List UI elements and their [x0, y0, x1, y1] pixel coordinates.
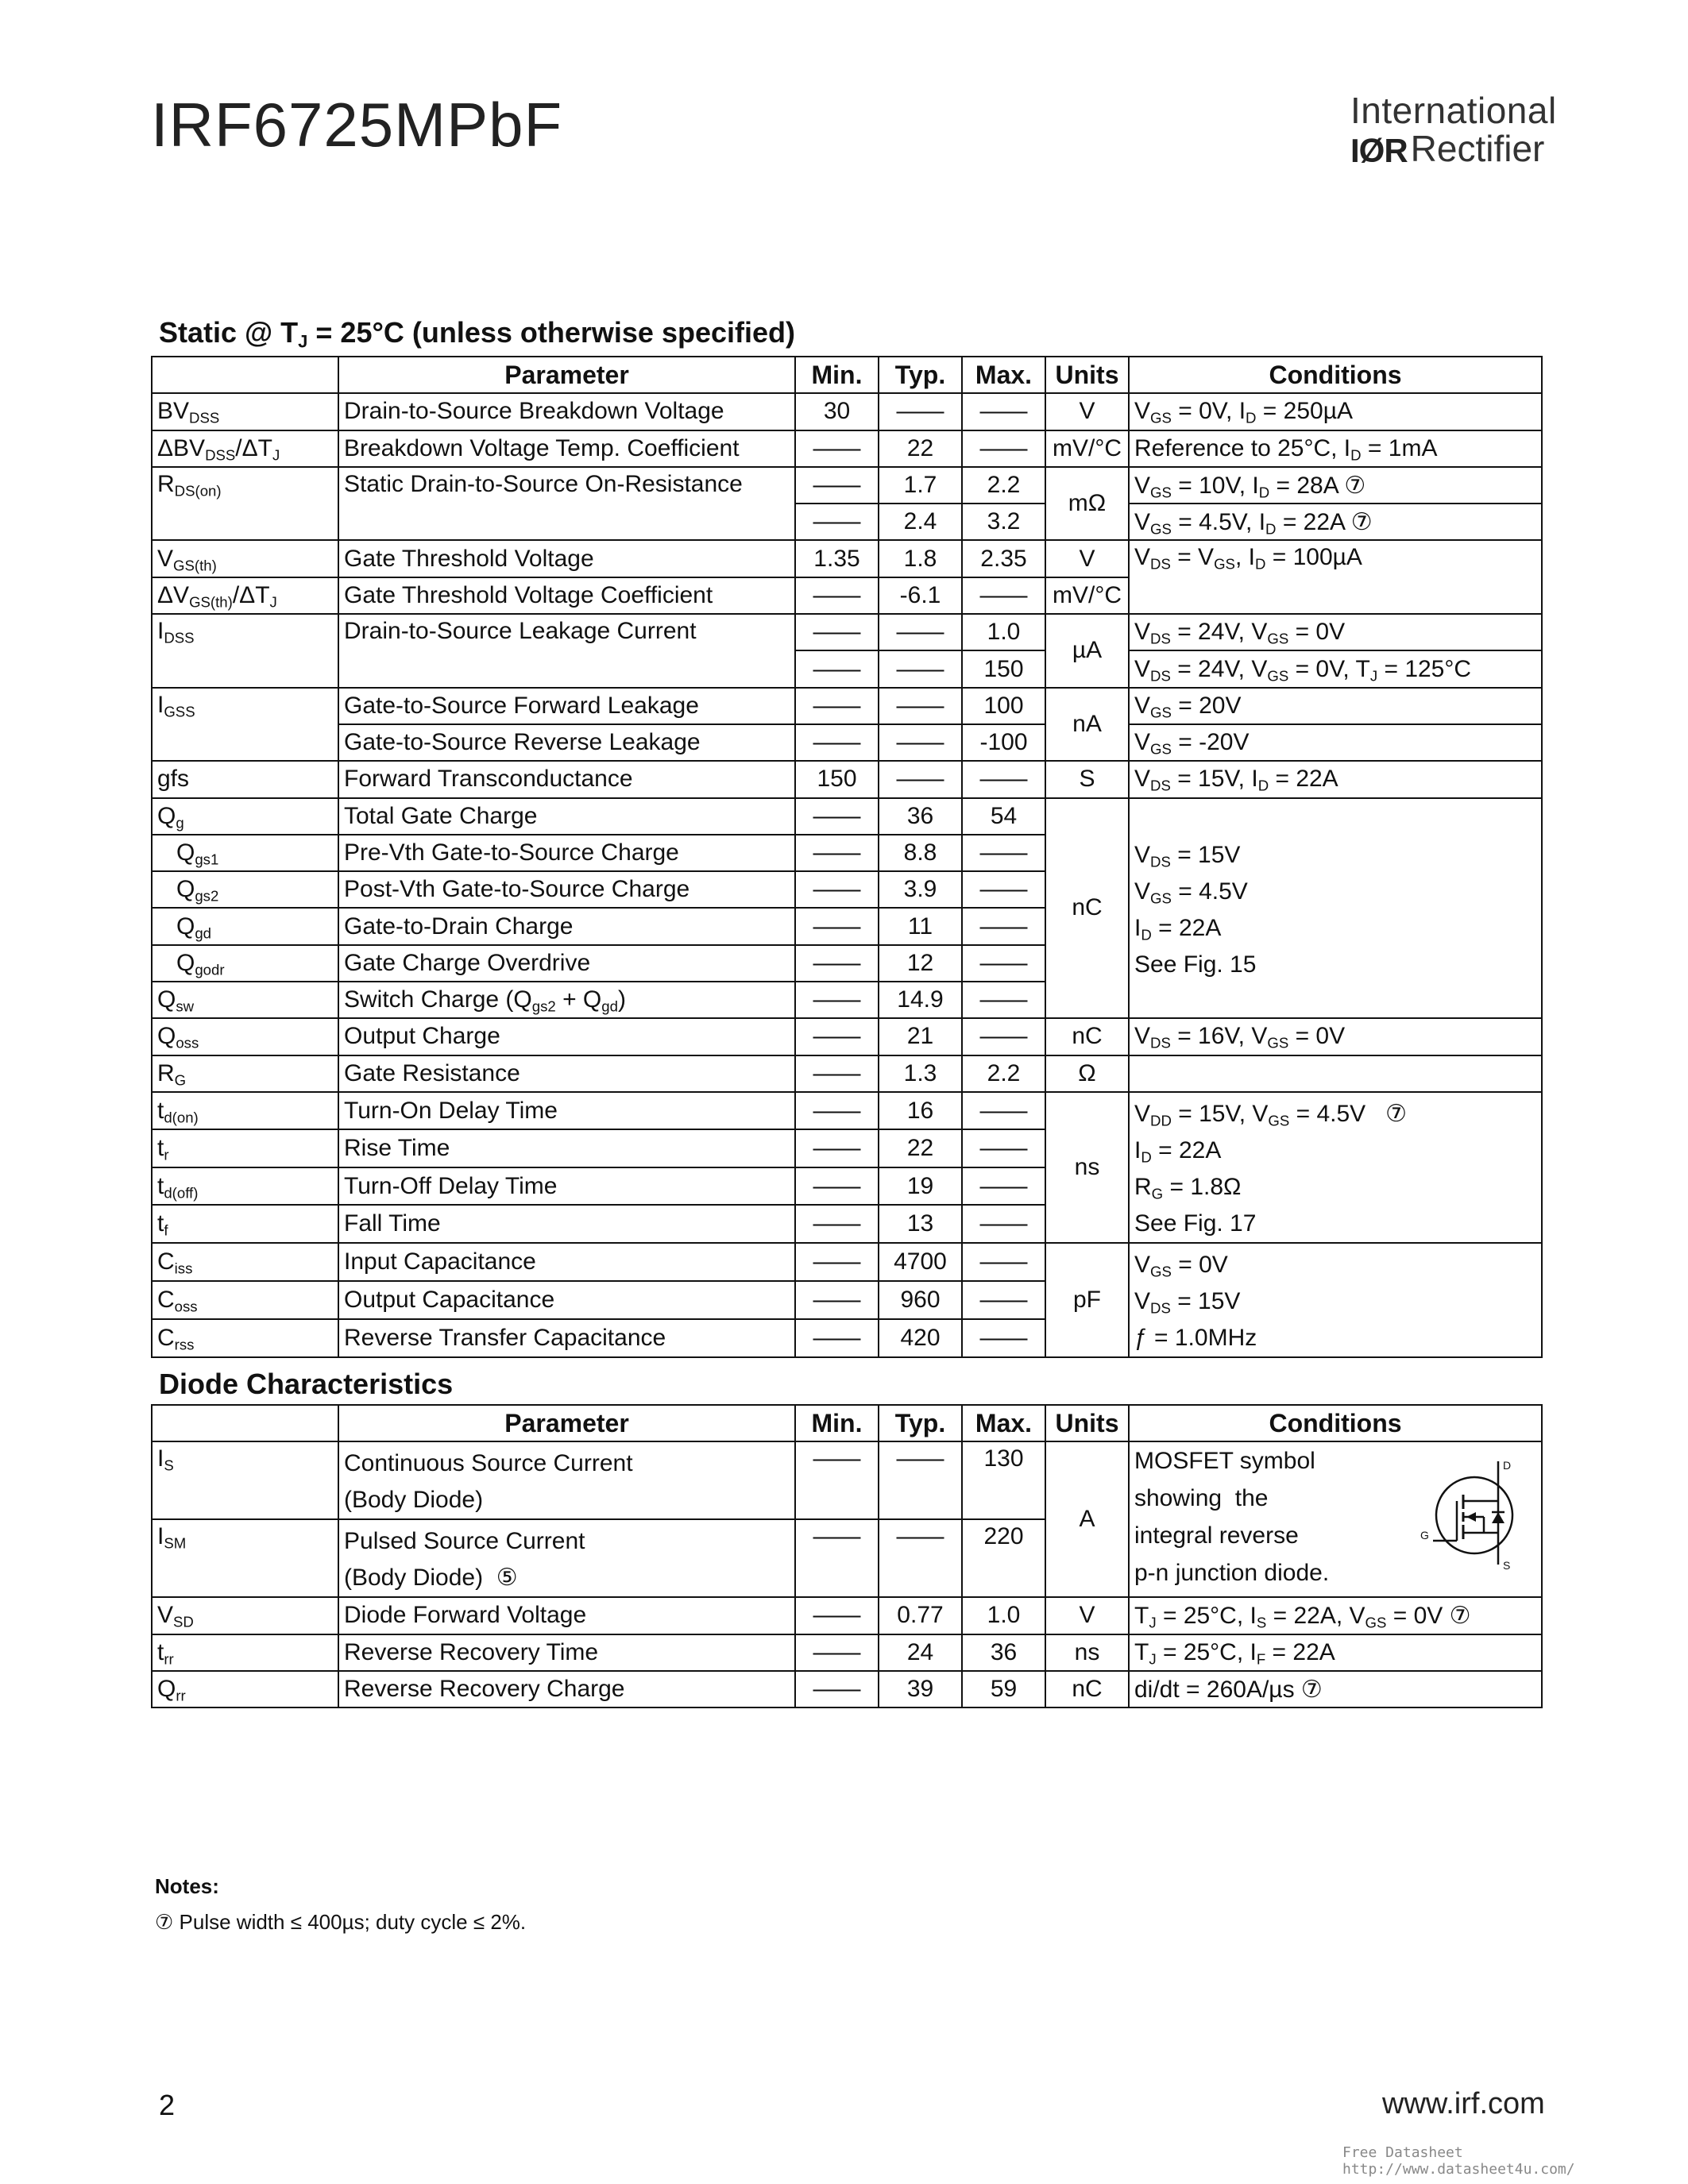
conditions-cell: $T_J = 25^\circ C$, $I_F = 22A$ — [1129, 1634, 1542, 1671]
symbol-cell: $t_{rr}$ — [152, 1634, 338, 1671]
symbol-cell: $I_{DSS}$ — [152, 614, 338, 688]
header-conditions: Conditions — [1129, 1405, 1542, 1441]
symbol-cell: $\Delta BV_{DSS}/\Delta T_J$ — [152, 430, 338, 467]
table-row: Gate-to-Source Reverse Leakage —— —— -100 $V_{GS} = -20V$ — [152, 724, 1542, 761]
conditions-cell: $V_{GS} = -20V$ — [1129, 724, 1542, 761]
parameter-cell: Output Capacitance — [338, 1281, 795, 1319]
header-max: Max. — [962, 1405, 1045, 1441]
header-min: Min. — [795, 357, 879, 393]
symbol-cell: $V_{GS(th)}$ — [152, 540, 338, 577]
table-row: $t_{rr}$ Reverse Recovery Time —— 24 36 ns $T_J = 25^\circ C$, $I_F = 22A$ — [152, 1634, 1542, 1671]
table-row: $R_{DS(on)}$ Static Drain-to-Source On-Resistance —— 1.7 2.2 mΩ $V_{GS} = 10V$, $I_D = 28A$ ⑦ — [152, 467, 1542, 504]
parameter-cell: Post-Vth Gate-to-Source Charge — [338, 871, 795, 908]
table-row: $Q_{sw}$ Switch Charge $(Q_{gs2} + Q_{gd})$ —— 14.9 —— — [152, 982, 1542, 1018]
header-units: Units — [1045, 357, 1129, 393]
symbol-cell: $R_{DS(on)}$ — [152, 467, 338, 541]
table-row: gfs Forward Transconductance 150 —— —— S $V_{DS} = 15V$, $I_D = 22A$ — [152, 761, 1542, 797]
parameter-cell: Static Drain-to-Source On-Resistance — [338, 467, 795, 541]
conditions-cell: $V_{GS} = 0V$, $I_D = 250\mu A$ — [1129, 393, 1542, 430]
table-row: $\Delta V_{GS(th)}/\Delta T_J$ Gate Threshold Voltage Coefficient —— -6.1 —— mV/°C — [152, 577, 1542, 614]
conditions-cell: $V_{DS} = 16V$, $V_{GS} = 0V$ — [1129, 1018, 1542, 1055]
conditions-cell: $V_{GS} = 0V$ $V_{DS} = 15V$ ƒ = 1.0MHz — [1129, 1243, 1542, 1357]
table-row: $V_{SD}$ Diode Forward Voltage —— 0.77 1.0 V $T_J = 25^\circ C$, $I_S = 22A$, $V_{GS} = 0V$ ⑦ — [152, 1597, 1542, 1634]
header-typ: Typ. — [879, 1405, 962, 1441]
parameter-cell: Gate-to-Source Reverse Leakage — [338, 724, 795, 761]
conditions-cell: $V_{DS} = 15V$ $V_{GS} = 4.5V$ $I_D = 22A$ See Fig. 15 — [1129, 798, 1542, 1019]
parameter-cell: Output Charge — [338, 1018, 795, 1055]
conditions-cell: $V_{DS} = 15V$, $I_D = 22A$ — [1129, 761, 1542, 797]
parameter-cell: Pulsed Source Current (Body Diode) ⑤ — [338, 1519, 795, 1597]
table-row: $t_{d(on)}$ Turn-On Delay Time —— 16 —— ns $V_{DD} = 15V$, $V_{GS} = 4.5V$ ⑦ $I_D = 22A$ $R_G = 1.8\Omega$ See Fig. 17 — [152, 1092, 1542, 1130]
table-row: $C_{iss}$ Input Capacitance —— 4700 —— pF $V_{GS} = 0V$ $V_{DS} = 15V$ ƒ = 1.0MHz — [152, 1243, 1542, 1281]
parameter-cell: Diode Forward Voltage — [338, 1597, 795, 1634]
table-row: $I_{DSS}$ Drain-to-Source Leakage Current —— —— 1.0 µA $V_{DS} = 24V$, $V_{GS} = 0V$ — [152, 614, 1542, 650]
parameter-cell: Forward Transconductance — [338, 761, 795, 797]
table-row: $t_f$ Fall Time —— 13 —— — [152, 1205, 1542, 1243]
mosfet-symbol-icon — [1419, 1453, 1522, 1572]
table-row: $R_G$ Gate Resistance —— 1.3 2.2 Ω — [152, 1055, 1542, 1092]
table-row: $C_{rss}$ Reverse Transfer Capacitance —— 420 —— — [152, 1319, 1542, 1357]
static-characteristics-table — [151, 356, 1543, 1358]
page-number: 2 — [159, 2089, 176, 2121]
symbol-cell: $C_{iss}$ — [152, 1243, 338, 1281]
source-label: S — [1503, 1559, 1511, 1572]
parameter-cell: Turn-Off Delay Time — [338, 1167, 795, 1206]
symbol-cell: $Q_{rr}$ — [152, 1671, 338, 1707]
parameter-cell: Turn-On Delay Time — [338, 1092, 795, 1130]
symbol-cell: $I_{SM}$ — [152, 1519, 338, 1597]
parameter-cell: Drain-to-Source Leakage Current — [338, 614, 795, 688]
diode-section-title: Diode Characteristics — [159, 1368, 454, 1400]
header-units: Units — [1045, 1405, 1129, 1441]
table-header-row — [152, 357, 1542, 393]
symbol-cell: $C_{rss}$ — [152, 1319, 338, 1357]
header-max: Max. — [962, 357, 1045, 393]
conditions-cell: $V_{GS} = 10V$, $I_D = 28A$ ⑦ — [1129, 467, 1542, 504]
parameter-cell: Gate Resistance — [338, 1055, 795, 1092]
symbol-cell: gfs — [152, 761, 338, 797]
symbol-cell: $BV_{DSS}$ — [152, 393, 338, 430]
conditions-cell: $V_{GS} = 20V$ — [1129, 688, 1542, 724]
table-row: $\Delta BV_{DSS}/\Delta T_J$ Breakdown Voltage Temp. Coefficient —— 22 —— mV/°C Reference to 25°C, $I_D = 1mA$ — [152, 430, 1542, 467]
symbol-cell: $V_{SD}$ — [152, 1597, 338, 1634]
parameter-cell: Switch Charge $(Q_{gs2} + Q_{gd})$ — [338, 982, 795, 1018]
conditions-cell: $T_J = 25^\circ C$, $I_S = 22A$, $V_{GS} = 0V$ ⑦ — [1129, 1597, 1542, 1634]
symbol-cell: $Q_g$ — [152, 798, 338, 835]
table-row: $Q_{gd}$ Gate-to-Drain Charge —— 11 —— — [152, 908, 1542, 944]
conditions-cell: di/dt = 260A/µs ⑦ — [1129, 1671, 1542, 1707]
parameter-cell: Total Gate Charge — [338, 798, 795, 835]
conditions-cell: $V_{DS} = 24V$, $V_{GS} = 0V$ — [1129, 614, 1542, 650]
table-row: —— —— 150 $V_{DS} = 24V$, $V_{GS} = 0V$, $T_J = 125^\circ C$ — [152, 650, 1542, 687]
diode-characteristics-table: Parameter Min. Typ. Max. Units Conditions $I_S$ Continuous Source Current (Body Diode) —— —— 130 A MOSFET symbol showing the integral reverse p-n junction diode. D G S $I_{SM}$ Pulsed Source Current (Body Diode) ⑤ —— —— 220 $V_{SD}$ Diode Forward Voltage —— 0.77 1.0 V $T_J = 25^\circ C$, $I_S = 22A$, $V_{GS} = 0V$ ⑦ $t_{rr}$ Reverse Recovery Time —— 24 36 ns $T_J = 25^\circ C$, $I_F = 22A$ $Q_{rr}$ Reverse Recovery Charge —— 39 59 nC di/dt = 260A/µs ⑦ — [151, 1404, 1543, 1708]
header-parameter: Parameter — [338, 357, 795, 393]
table-row: —— 2.4 3.2 $V_{GS} = 4.5V$, $I_D = 22A$ ⑦ — [152, 504, 1542, 540]
table-row: $Q_g$ Total Gate Charge —— 36 54 nC $V_{DS} = 15V$ $V_{GS} = 4.5V$ $I_D = 22A$ See Fig. 15 — [152, 798, 1542, 835]
conditions-cell: $V_{GS} = 4.5V$, $I_D = 22A$ ⑦ — [1129, 504, 1542, 540]
parameter-cell: Gate-to-Drain Charge — [338, 908, 795, 944]
table-row: $Q_{gs2}$ Post-Vth Gate-to-Source Charge —— 3.9 —— — [152, 871, 1542, 908]
table-header-row — [152, 1405, 1542, 1441]
parameter-cell: Reverse Recovery Time — [338, 1634, 795, 1671]
table-row: $C_{oss}$ Output Capacitance —— 960 —— — [152, 1281, 1542, 1319]
notes-title: Notes: — [155, 1874, 219, 1898]
conditions-cell: $V_{DD} = 15V$, $V_{GS} = 4.5V$ ⑦ $I_D = 22A$ $R_G = 1.8\Omega$ See Fig. 17 — [1129, 1092, 1542, 1243]
parameter-cell: Reverse Transfer Capacitance — [338, 1319, 795, 1357]
symbol-cell: $I_S$ — [152, 1441, 338, 1519]
parameter-cell: Gate Threshold Voltage Coefficient — [338, 577, 795, 614]
conditions-cell: Reference to 25°C, $I_D = 1mA$ — [1129, 430, 1542, 467]
conditions-cell: $V_{DS} = 24V$, $V_{GS} = 0V$, $T_J = 125^\circ C$ — [1129, 650, 1542, 687]
parameter-cell: Fall Time — [338, 1205, 795, 1243]
parameter-cell: Gate-to-Source Forward Leakage — [338, 688, 795, 724]
table-row: $Q_{godr}$ Gate Charge Overdrive —— 12 —— — [152, 945, 1542, 982]
static-section-title: Static @ $T_J = 25^\circ C$ (unless otherwise specified) — [159, 316, 795, 352]
symbol-cell: $Q_{sw}$ — [152, 982, 338, 1018]
header-min: Min. — [795, 1405, 879, 1441]
symbol-cell: $Q_{gs2}$ — [152, 871, 338, 908]
website-link[interactable]: www.irf.com — [1382, 2087, 1545, 2120]
symbol-cell: $Q_{gd}$ — [152, 908, 338, 944]
table-row: $Q_{gs1}$ Pre-Vth Gate-to-Source Charge —— 8.8 —— — [152, 835, 1542, 871]
parameter-cell: Breakdown Voltage Temp. Coefficient — [338, 430, 795, 467]
header-parameter: Parameter — [338, 1405, 795, 1441]
symbol-cell: $t_r$ — [152, 1129, 338, 1167]
gate-label: G — [1420, 1529, 1429, 1542]
page-title: IRF6725MPbF — [151, 90, 563, 160]
parameter-cell: Reverse Recovery Charge — [338, 1671, 795, 1707]
symbol-cell: $C_{oss}$ — [152, 1281, 338, 1319]
table-row: $BV_{DSS}$ Drain-to-Source Breakdown Voltage 30 —— —— V $V_{GS} = 0V$, $I_D = 250\mu A$ — [152, 393, 1542, 430]
conditions-cell: $V_{DS} = V_{GS}$, $I_D = 100\mu A$ — [1129, 540, 1542, 614]
parameter-cell: Gate Threshold Voltage — [338, 540, 795, 577]
ior-logo-mark: IØR — [1350, 131, 1408, 169]
table-row: $Q_{oss}$ Output Charge —— 21 —— nC $V_{DS} = 16V$, $V_{GS} = 0V$ — [152, 1018, 1542, 1055]
symbol-cell: $Q_{oss}$ — [152, 1018, 338, 1055]
parameter-cell: Gate Charge Overdrive — [338, 945, 795, 982]
parameter-cell: Input Capacitance — [338, 1243, 795, 1281]
source-watermark: Free Datasheet http://www.datasheet4u.com/ — [1342, 2144, 1575, 2178]
symbol-cell: $t_{d(off)}$ — [152, 1167, 338, 1206]
symbol-cell: $R_G$ — [152, 1055, 338, 1092]
table-row: $t_{d(off)}$ Turn-Off Delay Time —— 19 —— — [152, 1167, 1542, 1206]
logo-text-international: International — [1350, 90, 1557, 131]
table-row: $V_{GS(th)}$ Gate Threshold Voltage 1.35 1.8 2.35 V $V_{DS} = V_{GS}$, $I_D = 100\mu A$ — [152, 540, 1542, 577]
parameter-cell: Pre-Vth Gate-to-Source Charge — [338, 835, 795, 871]
logo-text-rectifier: Rectifier — [1410, 128, 1545, 170]
note-pulse-width: ⑦ Pulse width ≤ 400µs; duty cycle ≤ 2%. — [155, 1910, 527, 1934]
symbol-cell: $t_f$ — [152, 1205, 338, 1243]
conditions-cell — [1129, 1055, 1542, 1092]
symbol-cell: $\Delta V_{GS(th)}/\Delta T_J$ — [152, 577, 338, 614]
company-logo — [1350, 90, 1557, 170]
drain-label: D — [1503, 1459, 1512, 1472]
parameter-cell: Rise Time — [338, 1129, 795, 1167]
table-row: $t_r$ Rise Time —— 22 —— — [152, 1129, 1542, 1167]
table-row: $Q_{rr}$ Reverse Recovery Charge —— 39 59 nC di/dt = 260A/µs ⑦ — [152, 1671, 1542, 1707]
header-typ: Typ. — [879, 357, 962, 393]
header-conditions: Conditions — [1129, 357, 1542, 393]
mosfet-symbol-conditions: MOSFET symbol showing the integral reverse p-n junction diode. D G S — [1129, 1441, 1542, 1597]
symbol-cell: $Q_{gs1}$ — [152, 835, 338, 871]
table-row: $I_{GSS}$ Gate-to-Source Forward Leakage —— —— 100 nA $V_{GS} = 20V$ — [152, 688, 1542, 724]
symbol-cell: $t_{d(on)}$ — [152, 1092, 338, 1130]
parameter-cell: Drain-to-Source Breakdown Voltage — [338, 393, 795, 430]
symbol-cell: $I_{GSS}$ — [152, 688, 338, 762]
parameter-cell: Continuous Source Current (Body Diode) — [338, 1441, 795, 1519]
symbol-cell: $Q_{godr}$ — [152, 945, 338, 982]
